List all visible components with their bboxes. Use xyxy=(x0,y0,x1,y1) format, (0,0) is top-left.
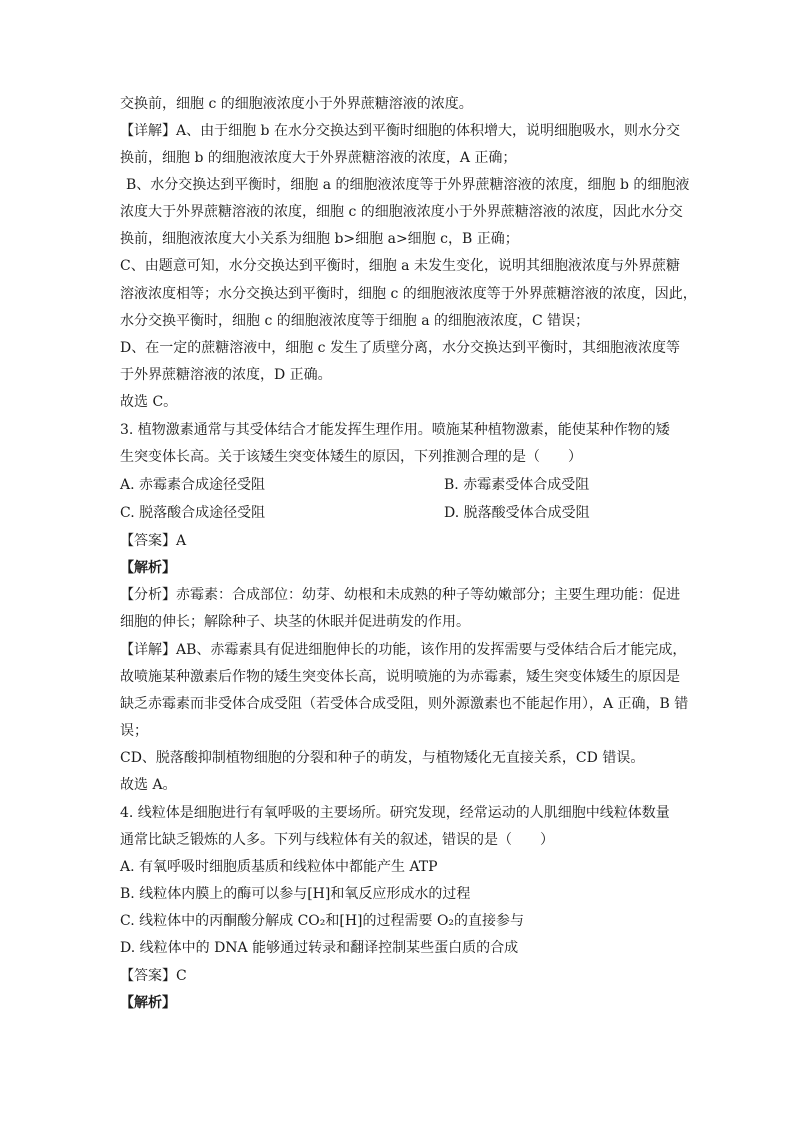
question-4-stem: 通常比缺乏锻炼的人多。下列与线粒体有关的叙述，错误的是（ ） xyxy=(120,832,554,848)
option-b: B. 线粒体内膜上的酶可以参与[H]和氧反应形成水的过程 xyxy=(120,886,471,902)
option-a: A. 赤霉素合成途径受阻 xyxy=(120,477,266,493)
text-line: 缺乏赤霉素而非受体合成受阻（若受体合成受阻，则外源激素也不能起作用），A 正确，B 错 xyxy=(120,696,689,712)
text-line: 水分交换平衡时，细胞 c 的细胞液浓度等于细胞 a 的细胞液浓度，C 错误； xyxy=(120,313,590,329)
option-b: B. 赤霉素受体合成受阻 xyxy=(444,477,590,493)
text-line: CD、脱落酸抑制植物细胞的分裂和种子的萌发，与植物矮化无直接关系，CD 错误。 xyxy=(120,750,645,766)
detail-heading-line: 【详解】A、由于细胞 b 在水分交换达到平衡时细胞的体积增大，说明细胞吸水，则水分交 xyxy=(120,123,680,139)
text-line: D、在一定的蔗糖溶液中，细胞 c 发生了质壁分离，水分交换达到平衡时，其细胞液浓度等 xyxy=(120,340,680,356)
text-line: 【分析】赤霉素：合成部位：幼芽、幼根和未成熟的种子等幼嫩部分；主要生理功能：促进 xyxy=(120,587,680,603)
option-c: C. 脱落酸合成途径受阻 xyxy=(120,505,266,521)
text-line: 于外界蔗糖溶液的浓度，D 正确。 xyxy=(120,367,332,383)
option-d: D. 线粒体中的 DNA 能够通过转录和翻译控制某些蛋白质的合成 xyxy=(120,940,519,956)
text-line: 溶液浓度相等；水分交换达到平衡时，细胞 c 的细胞液浓度等于外界蔗糖溶液的浓度，因此， xyxy=(120,286,697,302)
choice-line: 故选 C。 xyxy=(120,394,178,410)
text-line: 浓度大于外界蔗糖溶液的浓度，细胞 c 的细胞液浓度小于外界蔗糖溶液的浓度，因此水分交 xyxy=(120,204,683,220)
answer-label: 【答案】A xyxy=(120,533,187,549)
option-c: C. 线粒体中的丙酮酸分解成 CO₂和[H]的过程需要 O₂的直接参与 xyxy=(120,913,525,929)
option-d: D. 脱落酸受体合成受阻 xyxy=(444,505,590,521)
question-4-stem: 4. 线粒体是细胞进行有氧呼吸的主要场所。研究发现，经常运动的人肌细胞中线粒体数量 xyxy=(120,805,670,821)
question-3-stem: 生突变体长高。关于该矮生突变体矮生的原因，下列推测合理的是（ ） xyxy=(120,449,582,465)
choice-line: 故选 A。 xyxy=(120,777,177,793)
text-line: 交换前，细胞 c 的细胞液浓度小于外界蔗糖溶液的浓度。 xyxy=(120,96,473,112)
analysis-label: 【解析】 xyxy=(120,995,176,1011)
text-line: 细胞的伸长；解除种子、块茎的休眠并促进萌发的作用。 xyxy=(120,614,470,630)
text-line: 【详解】AB、赤霉素具有促进细胞伸长的功能，该作用的发挥需要与受体结合后才能完成， xyxy=(120,642,687,658)
text-line: B、水分交换达到平衡时，细胞 a 的细胞液浓度等于外界蔗糖溶液的浓度，细胞 b 的细胞液 xyxy=(126,177,690,193)
analysis-label: 【解析】 xyxy=(120,560,176,576)
text-line: 故喷施某种激素后作物的矮生突变体长高，说明喷施的为赤霉素，矮生突变体矮生的原因是 xyxy=(120,669,680,685)
answer-label: 【答案】C xyxy=(120,968,187,984)
text-line: 换前，细胞液浓度大小关系为细胞 b>细胞 a>细胞 c，B 正确； xyxy=(120,231,519,247)
question-3-stem: 3. 植物激素通常与其受体结合才能发挥生理作用。喷施某种植物激素，能使某种作物的矮 xyxy=(120,422,670,438)
text-line: C、由题意可知，水分交换达到平衡时，细胞 a 未发生变化，说明其细胞液浓度与外界蔗糖 xyxy=(120,258,680,274)
text-line: 换前，细胞 b 的细胞液浓度大于外界蔗糖溶液的浓度，A 正确； xyxy=(120,150,517,166)
option-a: A. 有氧呼吸时细胞质基质和线粒体中都能产生 ATP xyxy=(120,859,438,875)
text-line: 误； xyxy=(120,723,148,739)
